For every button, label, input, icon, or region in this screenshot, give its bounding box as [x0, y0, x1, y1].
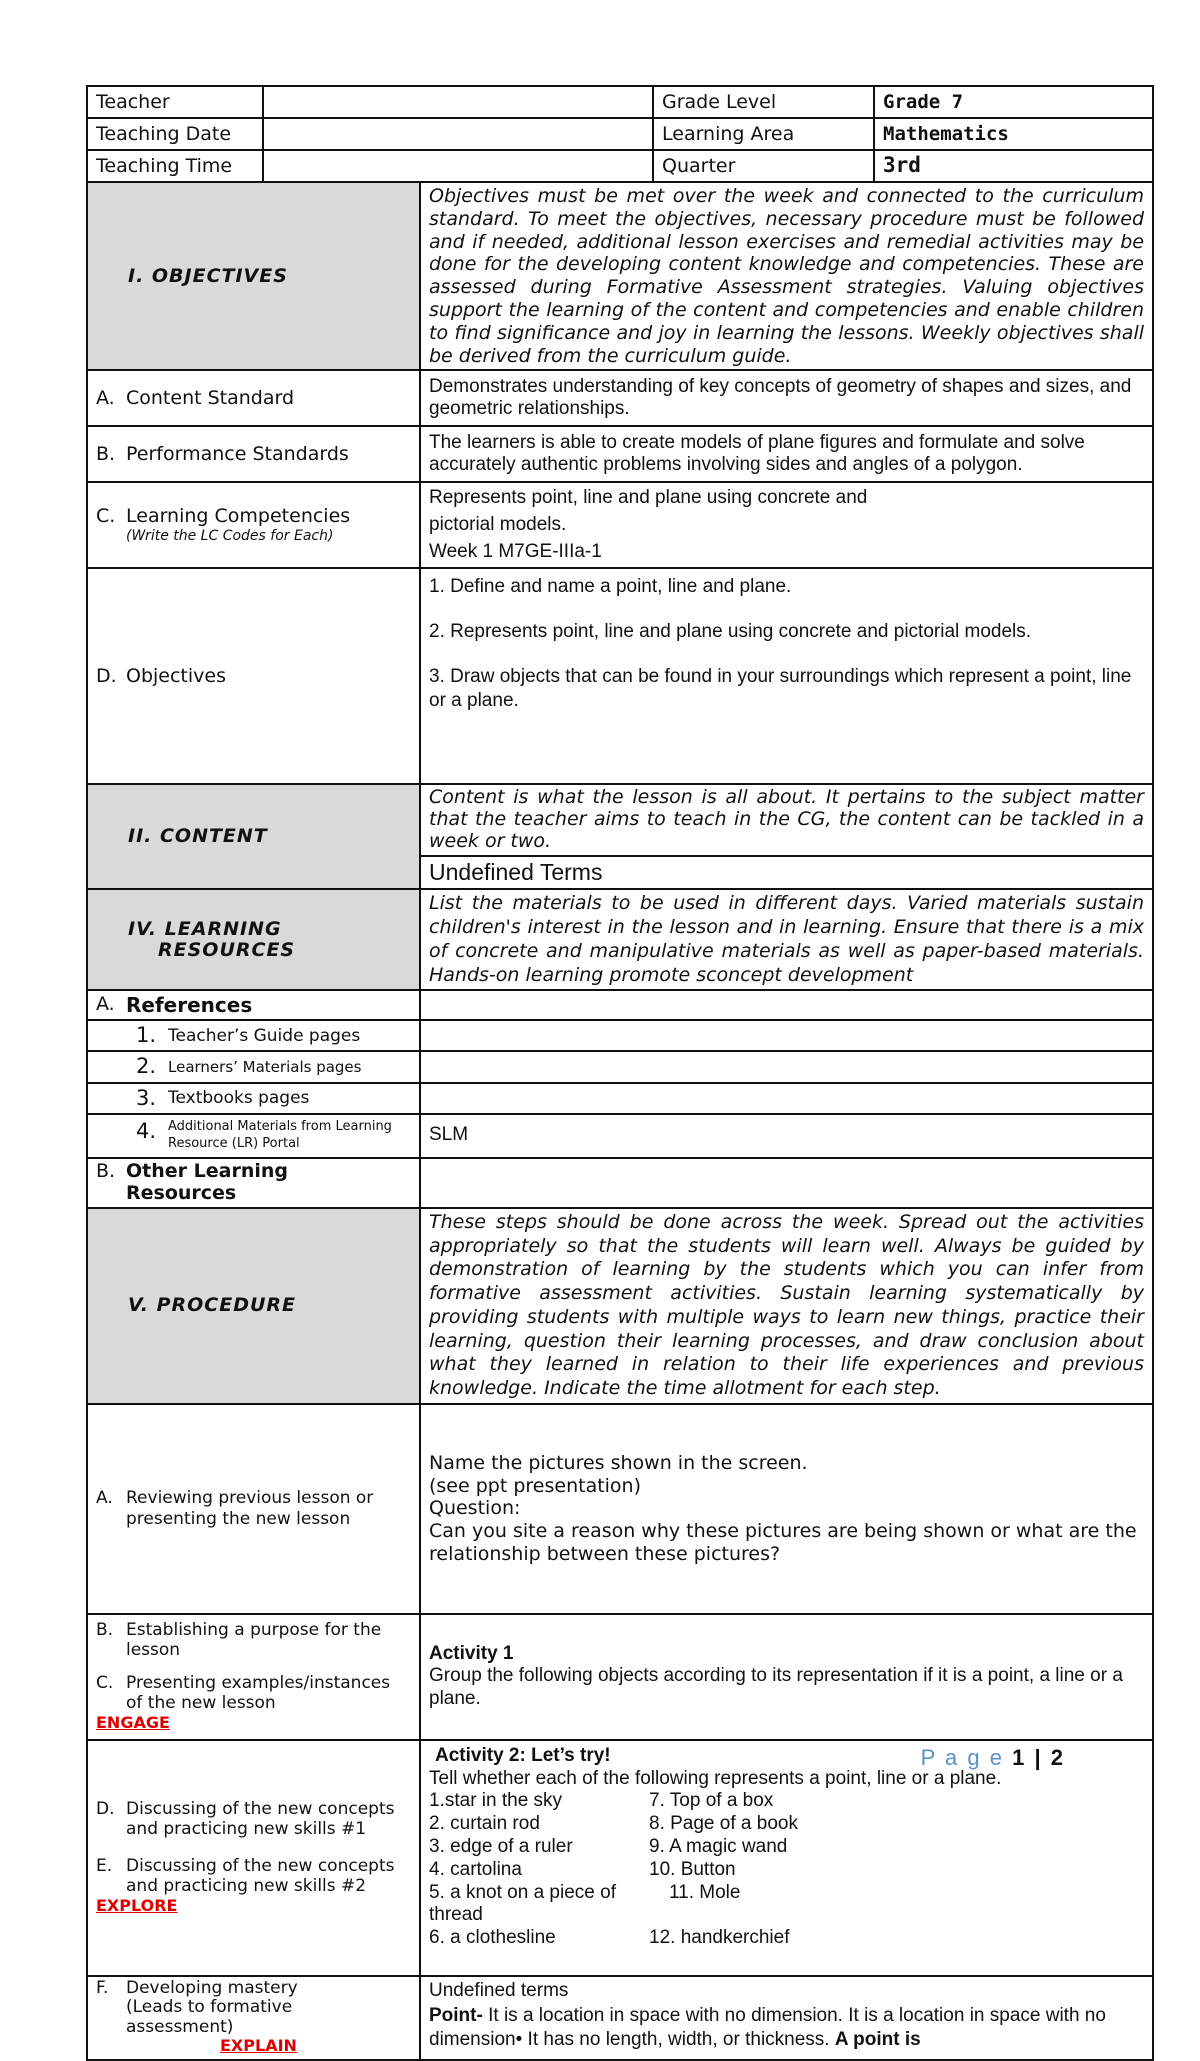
item-right: 7. Top of a box — [649, 1790, 774, 1812]
procedure-f-label-line-2: (Leads to formative — [126, 1997, 293, 2018]
page-total: 2 — [1050, 1745, 1065, 1770]
competencies-line-2: pictorial models. — [429, 513, 567, 535]
item-right: 9. A magic wand — [649, 1836, 788, 1858]
performance-label-cell — [87, 426, 420, 482]
teaching-date-label: Teaching Date — [87, 118, 263, 150]
other-resources-value[interactable] — [420, 1158, 1153, 1208]
procedure-note: These steps should be done across the week. Spread out the activities appropriately so that the students will learn well. Always be guided by demonstration of learning by the students which you can infer from formative assessment activities. Sustain learning systematically by providing students with multiple ways to learn new things, practice their learning, question their learning processes, and draw conclusion about what they learned in relation to their life experiences and previous knowledge. Indicate the time allotment for each step. — [420, 1208, 1153, 1404]
content-standard-letter: A. — [96, 386, 115, 409]
procedure-section-row — [87, 1208, 1153, 1404]
competencies-row — [87, 482, 1153, 568]
resource-item-row-3 — [87, 1083, 1153, 1114]
resource-item-row-2 — [87, 1051, 1153, 1082]
resource-item-num-1: 1. — [136, 1023, 157, 1048]
learning-area-label: Learning Area — [653, 118, 874, 150]
content-standard-label: Content Standard — [126, 386, 295, 409]
procedure-de-value-cell — [420, 1740, 1153, 1976]
resource-item-value-4: SLM — [420, 1114, 1153, 1158]
objectives-title-cell — [87, 182, 420, 370]
other-resources-label-line-2: Resources — [126, 1181, 237, 1204]
objectives-section-row — [87, 182, 1153, 370]
procedure-a-line-1: Name the pictures shown in the screen. — [429, 1451, 808, 1474]
objectives-label: Objectives — [126, 664, 226, 687]
objective-item-3: 3. Draw objects that can be found in your surroundings which represent a point, line or a plane. — [429, 665, 1132, 712]
resources-title-line-1: IV. LEARNING — [128, 917, 282, 940]
item-left: 2. curtain rod — [429, 1813, 540, 1835]
resource-item-num-2: 2. — [136, 1054, 157, 1079]
quarter-value: 3rd — [874, 150, 1153, 182]
objectives-list-cell — [420, 568, 1153, 784]
resource-item-label-cell-2 — [87, 1051, 420, 1082]
procedure-a-label: Reviewing previous lesson or presenting the new lesson — [126, 1488, 374, 1529]
item-right: 12. handkerchief — [649, 1927, 790, 1949]
objectives-title: I. OBJECTIVES — [128, 264, 288, 287]
competencies-value-cell — [420, 482, 1153, 568]
content-title: II. CONTENT — [128, 825, 268, 848]
page-separator: | — [1034, 1745, 1043, 1770]
objectives-row — [87, 568, 1153, 784]
teaching-time-value[interactable] — [263, 150, 653, 182]
activity-1-title: Activity 1 — [429, 1642, 514, 1664]
objective-item-1: 1. Define and name a point, line and plane. — [429, 576, 792, 598]
list-item — [429, 1790, 1144, 1813]
explore-tag: EXPLORE — [96, 1896, 178, 1916]
procedure-title: V. PROCEDURE — [128, 1294, 297, 1317]
teaching-time-label: Teaching Time — [87, 150, 263, 182]
header-row-teacher — [87, 86, 1153, 118]
competencies-sub: (Write the LC Codes for Each) — [126, 528, 334, 545]
procedure-b-label: Establishing a purpose for the lesson — [126, 1619, 382, 1661]
resources-note: List the materials to be used in different days. Varied materials sustain children's interest in the lesson and in learning. Ensure that there is a mix of concrete and manipulative materials as well as paper-based materials. Hands-on learning promote sconcept development — [420, 889, 1153, 990]
grade-level-label: Grade Level — [653, 86, 874, 118]
resource-item-row-1 — [87, 1020, 1153, 1051]
learning-area-value: Mathematics — [874, 118, 1153, 150]
procedure-b-letter: B. — [96, 1619, 114, 1640]
teacher-value[interactable] — [263, 86, 653, 118]
resource-item-label-1: Teacher’s Guide pages — [168, 1025, 361, 1046]
resource-item-label-cell-1 — [87, 1020, 420, 1051]
references-label: References — [126, 993, 253, 1018]
other-resources-letter: B. — [96, 1160, 116, 1182]
resource-item-label-2: Learners’ Materials pages — [168, 1058, 362, 1077]
item-left: 3. edge of a ruler — [429, 1836, 573, 1858]
activity-2-items — [429, 1790, 1144, 1950]
item-left: 1.star in the sky — [429, 1790, 563, 1812]
procedure-f-label-line-1: Developing mastery — [126, 1977, 298, 1998]
performance-value: The learners is able to create models of plane figures and formulate and solve accurately authentic problems involving sides and angles of a polygon. — [420, 426, 1153, 482]
other-resources-label-line-1: Other Learning — [126, 1160, 288, 1182]
activity-2-text: Tell whether each of the following represents a point, line or a plane. — [429, 1767, 1002, 1789]
teaching-date-value[interactable] — [263, 118, 653, 150]
other-resources-label-cell — [87, 1158, 420, 1208]
list-item — [429, 1859, 1144, 1882]
content-standard-value: Demonstrates understanding of key concepts of geometry of shapes and sizes, and geometric relationships. — [420, 370, 1153, 426]
procedure-f-value-cell — [420, 1976, 1153, 2060]
list-item — [429, 1882, 1144, 1928]
item-left: 5. a knot on a piece of thread — [429, 1881, 616, 1926]
references-value[interactable] — [420, 990, 1153, 1020]
page-number: 1 — [1012, 1745, 1027, 1770]
resource-item-row-4 — [87, 1114, 1153, 1158]
procedure-a-row — [87, 1404, 1153, 1614]
teacher-label: Teacher — [87, 86, 263, 118]
objectives-letter: D. — [96, 664, 117, 687]
list-item — [429, 1836, 1144, 1859]
procedure-a-letter: A. — [96, 1488, 113, 1509]
quarter-label: Quarter — [653, 150, 874, 182]
procedure-f-letter: F. — [96, 1977, 109, 1998]
item-left: 6. a clothesline — [429, 1927, 556, 1949]
performance-standard-row — [87, 426, 1153, 482]
content-title-cell — [87, 784, 420, 889]
procedure-f-line-3: A point is — [834, 2029, 921, 2051]
performance-letter: B. — [96, 442, 116, 465]
procedure-de-label-cell — [87, 1740, 420, 1976]
resource-item-label-cell-4 — [87, 1114, 420, 1158]
procedure-bc-label-cell — [87, 1614, 420, 1740]
resource-item-value-2[interactable] — [420, 1051, 1153, 1082]
content-note: Content is what the lesson is all about. It pertains to the subject matter that the teacher aims to teach in the CG, the content can be tackled in a week or two. — [420, 784, 1153, 856]
procedure-a-label-cell — [87, 1404, 420, 1614]
resource-item-label-cell-3 — [87, 1083, 420, 1114]
references-label-cell — [87, 990, 420, 1020]
list-item — [429, 1813, 1144, 1836]
procedure-e-label: Discussing of the new concepts and practicing new skills #2 — [126, 1855, 395, 1897]
procedure-f-row — [87, 1976, 1153, 2060]
procedure-a-value-cell — [420, 1404, 1153, 1614]
resources-title-line-2: RESOURCES — [158, 938, 296, 961]
competencies-line-3: Week 1 M7GE-IIIa-1 — [429, 540, 602, 562]
procedure-c-letter: C. — [96, 1672, 114, 1693]
resources-title-cell — [87, 889, 420, 990]
procedure-c-label: Presenting examples/instances of the new lesson — [126, 1672, 391, 1714]
other-resources-row — [87, 1158, 1153, 1208]
procedure-a-line-2: (see ppt presentation) — [429, 1474, 642, 1497]
activity-1-text: Group the following objects according to its representation if it is a point, a line or a plane. — [429, 1665, 1123, 1710]
grade-level-value: Grade 7 — [874, 86, 1153, 118]
list-item — [429, 1927, 1144, 1950]
resource-item-label-4: Additional Materials from Learning Resource (LR) Portal — [168, 1118, 392, 1151]
objectives-note: Objectives must be met over the week and connected to the curriculum standard. To meet the objectives, necessary procedure must be followed and if needed, additional lesson exercises and remedial activities may be done for the developing content knowledge and competencies. These are assessed during Formative Assessment strategies. Valuing objectives support the learning of the content and competencies and enable children to find significance and joy in learning the lessons. Weekly objectives shall be derived from the curriculum guide. — [420, 182, 1153, 370]
content-value: Undefined Terms — [420, 856, 1153, 890]
references-letter: A. — [96, 993, 115, 1016]
references-row — [87, 990, 1153, 1020]
objective-item-2: 2. Represents point, line and plane using concrete and pictorial models. — [429, 620, 1032, 642]
item-right: 10. Button — [649, 1858, 736, 1880]
resource-item-label-3: Textbooks pages — [168, 1088, 310, 1109]
competencies-label-cell — [87, 482, 420, 568]
competencies-line-1: Represents point, line and plane using concrete and — [429, 487, 868, 509]
objectives-label-cell — [87, 568, 420, 784]
competencies-label: Learning Competencies — [126, 505, 351, 528]
competencies-letter: C. — [96, 505, 116, 528]
procedure-bc-value-cell — [420, 1614, 1153, 1740]
procedure-de-row — [87, 1740, 1153, 1976]
performance-label: Performance Standards — [126, 442, 349, 465]
item-right: 8. Page of a book — [649, 1813, 798, 1835]
resource-item-num-3: 3. — [136, 1085, 157, 1110]
header-row-time — [87, 150, 1153, 182]
page-footer — [921, 1745, 1065, 1771]
item-right: 11. Mole — [669, 1881, 741, 1903]
procedure-f-line-1: Undefined terms — [429, 1979, 569, 2001]
header-row-date — [87, 118, 1153, 150]
procedure-d-letter: D. — [96, 1798, 115, 1819]
procedure-title-cell — [87, 1208, 420, 1404]
content-section-row-top — [87, 784, 1153, 856]
point-term: Point- — [429, 2004, 483, 2026]
resource-item-value-3[interactable] — [420, 1083, 1153, 1114]
procedure-e-letter: E. — [96, 1855, 113, 1876]
resources-section-row — [87, 889, 1153, 990]
procedure-a-line-4: Can you site a reason why these pictures are being shown or what are the relationship between these pictures? — [429, 1520, 1137, 1566]
procedure-f-label-line-3: assessment) — [126, 2016, 234, 2037]
resource-item-num-4: 4. — [136, 1118, 157, 1143]
page-word: P a g e — [920, 1745, 1004, 1770]
content-standard-label-cell — [87, 370, 420, 426]
procedure-f-label-cell — [87, 1976, 420, 2060]
content-standard-row — [87, 370, 1153, 426]
procedure-bc-row — [87, 1614, 1153, 1740]
activity-2-title: Activity 2: Let’s try! — [435, 1744, 611, 1766]
explain-tag: EXPLAIN — [220, 2036, 297, 2056]
resource-item-value-1[interactable] — [420, 1020, 1153, 1051]
engage-tag: ENGAGE — [96, 1713, 170, 1733]
procedure-a-line-3: Question: — [429, 1497, 521, 1520]
item-left: 4. cartolina — [429, 1858, 522, 1880]
procedure-f-line-2: It is a location in space with no dimension. It is a location in space with no dimension• It has no length, width, or thickness. — [429, 2004, 1106, 2051]
procedure-d-label: Discussing of the new concepts and practicing new skills #1 — [126, 1798, 395, 1840]
